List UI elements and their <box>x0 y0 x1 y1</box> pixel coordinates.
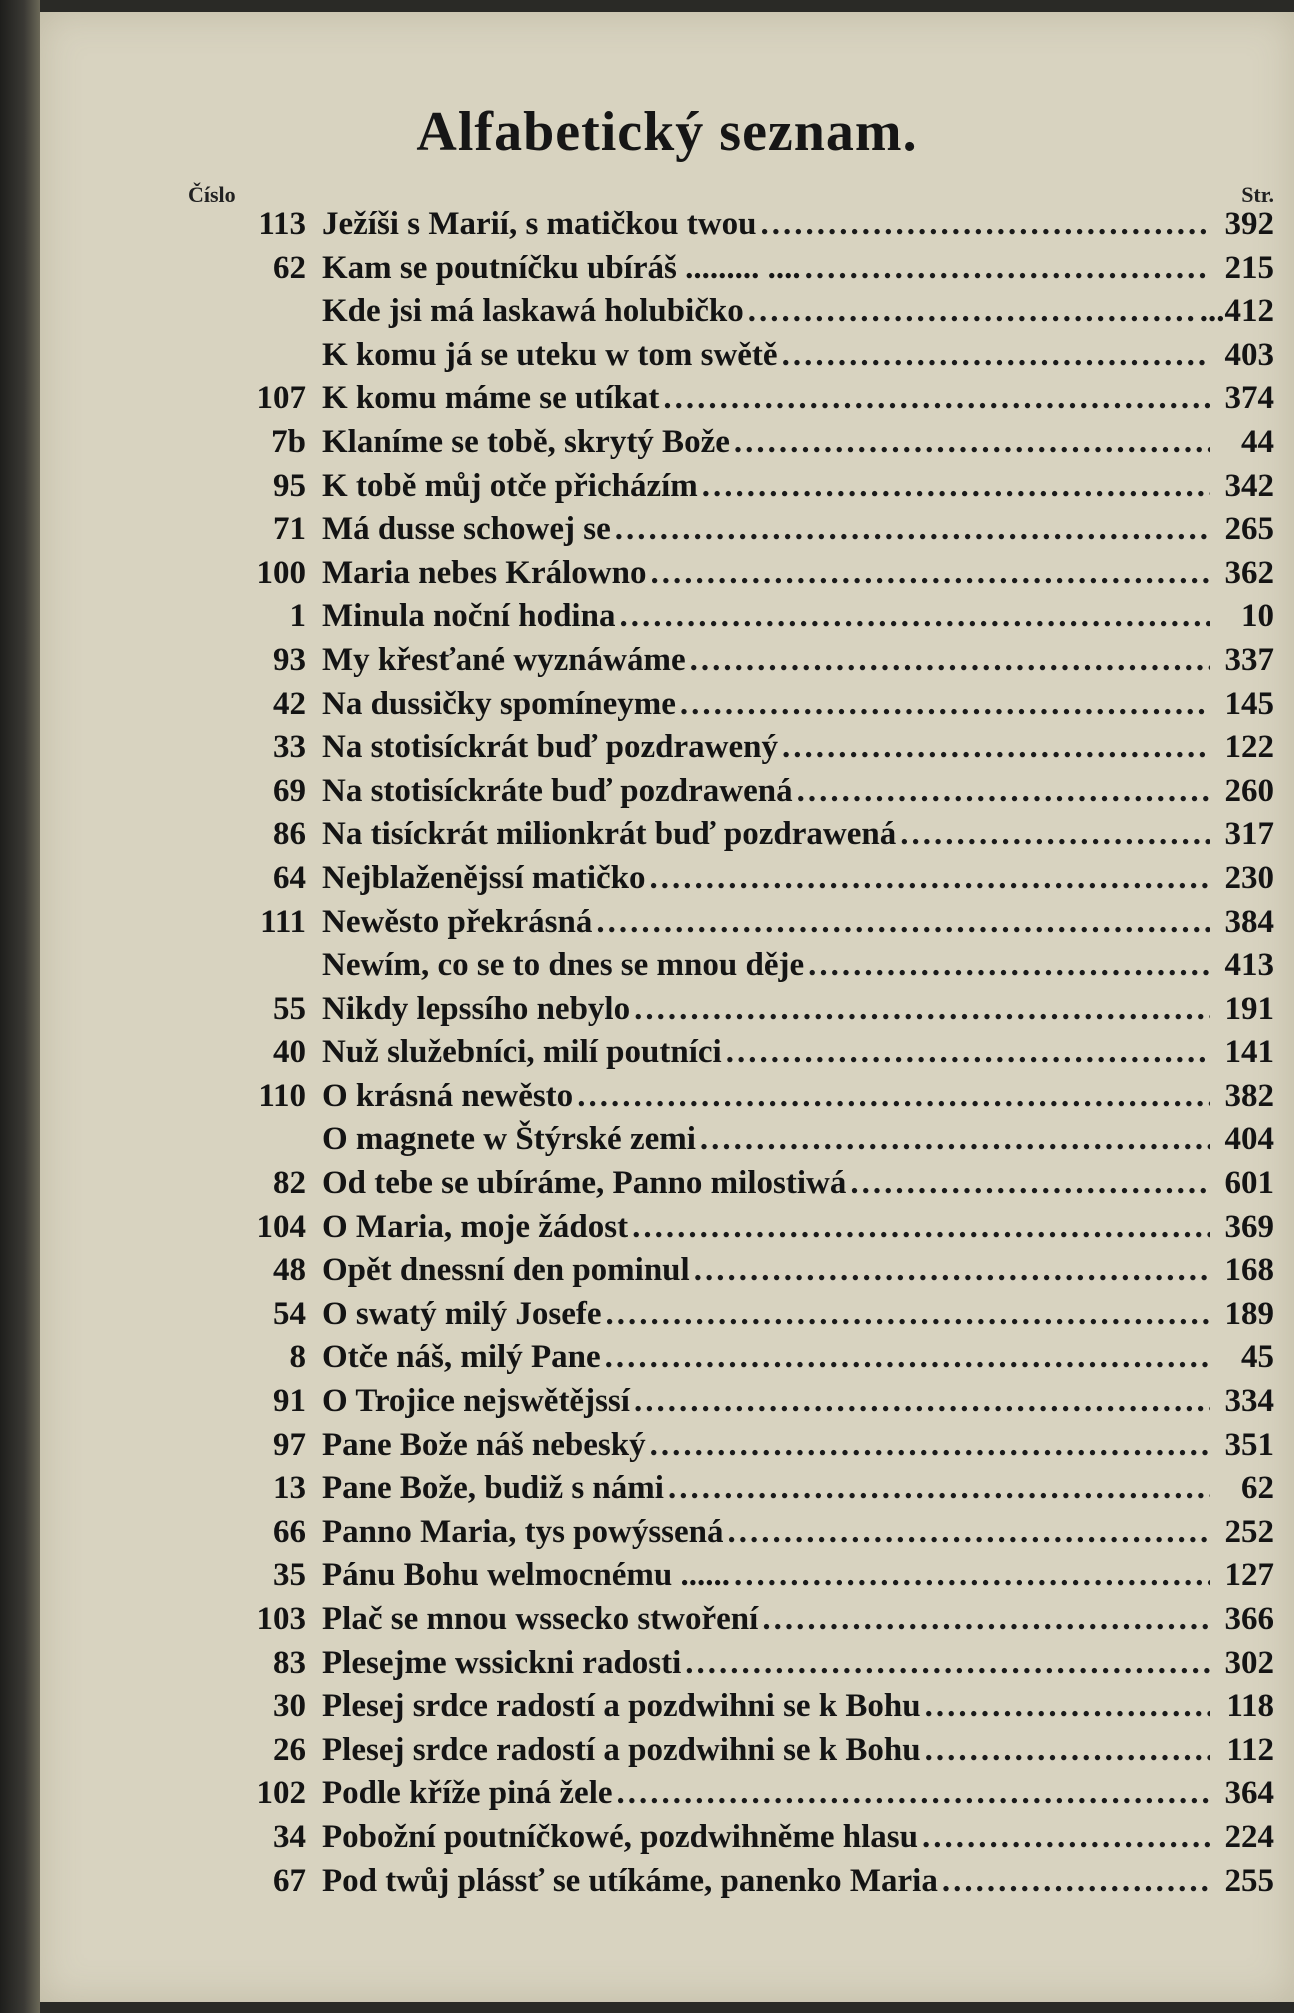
entry-number: 30 <box>273 1688 306 1725</box>
dot-leader <box>760 206 1210 243</box>
dot-leader <box>685 1645 1210 1682</box>
entry-page-number: 122 <box>1224 729 1274 766</box>
entry-number: 26 <box>273 1731 306 1768</box>
entry-page-number: 382 <box>1224 1077 1274 1114</box>
entry-title: Newěsto překrásná <box>322 903 593 940</box>
index-entry <box>170 1819 1274 1863</box>
dot-leader <box>577 1078 1210 1115</box>
dot-leader <box>605 1339 1210 1376</box>
dot-leader <box>726 1034 1210 1071</box>
index-entry <box>170 293 1274 337</box>
entry-page-number: 252 <box>1224 1513 1274 1550</box>
entry-title: Pane Bože, budiž s námi <box>322 1470 664 1507</box>
entry-page-number: 404 <box>1224 1121 1274 1158</box>
entry-title: K tobě můj otče přicházím <box>322 467 698 504</box>
entry-page-number: 118 <box>1226 1688 1274 1725</box>
entry-page-number: 189 <box>1224 1295 1274 1332</box>
entry-page-number: 45 <box>1241 1339 1274 1376</box>
dot-leader <box>596 904 1210 941</box>
entry-page-number: 260 <box>1224 772 1274 809</box>
entry-page-number: 141 <box>1224 1034 1274 1071</box>
entry-number: 8 <box>289 1339 306 1376</box>
index-entry <box>170 555 1274 599</box>
index-entry <box>170 1863 1274 1907</box>
entry-title: Plesejme wssickni radosti <box>322 1644 682 1681</box>
index-entry <box>170 816 1274 860</box>
entry-page-number: 392 <box>1224 206 1274 242</box>
entry-number: 33 <box>273 729 306 766</box>
entry-title: Klaníme se tobě, skrytý Bože <box>322 423 730 460</box>
dot-leader <box>694 1252 1210 1289</box>
index-entry <box>170 947 1274 991</box>
entry-number: 1 <box>289 598 306 635</box>
entry-number: 86 <box>273 816 306 853</box>
dot-leader <box>690 642 1210 679</box>
entry-title: Kam se poutníčku ubíráš ......... .... <box>322 249 801 286</box>
index-entry <box>170 1121 1274 1165</box>
dot-leader <box>728 1514 1210 1551</box>
index-entry <box>170 1470 1274 1514</box>
entry-number: 102 <box>256 1775 306 1812</box>
entry-page-number: 403 <box>1224 336 1274 373</box>
entry-page-number: 168 <box>1224 1252 1274 1289</box>
entry-number: 54 <box>273 1295 306 1332</box>
entry-page-number: 265 <box>1224 511 1274 548</box>
entry-title: Od tebe se ubíráme, Panno milostiwá <box>322 1165 847 1202</box>
entry-number: 64 <box>273 859 306 896</box>
entry-number: 95 <box>273 467 306 504</box>
entry-page-number: 362 <box>1224 554 1274 591</box>
dot-leader <box>634 991 1210 1028</box>
entry-number: 69 <box>273 772 306 809</box>
index-entry <box>170 250 1274 294</box>
dot-leader <box>668 1470 1210 1507</box>
entry-number: 48 <box>273 1252 306 1289</box>
index-entry <box>170 1383 1274 1427</box>
entry-title: Otče náš, milý Pane <box>322 1339 601 1376</box>
entry-title: Newím, co se to dnes se mnou děje <box>322 947 805 984</box>
entry-title: Na tisíckrát milionkrát buď pozdrawená <box>322 816 897 853</box>
entry-number: 35 <box>273 1557 306 1594</box>
entry-title: O krásná newěsto <box>322 1077 574 1114</box>
entry-title: Má dusse schowej se <box>322 511 611 548</box>
dot-leader <box>748 293 1196 330</box>
index-entry <box>170 642 1274 686</box>
entry-title: My křesťané wyznáwáme <box>322 641 686 678</box>
index-entry <box>170 1339 1274 1383</box>
dot-leader <box>942 1863 1210 1900</box>
entry-number: 110 <box>258 1077 306 1114</box>
entry-number: 66 <box>273 1513 306 1550</box>
entry-title: Na stotisíckráte buď pozdrawená <box>322 772 793 809</box>
entry-number: 107 <box>256 380 306 417</box>
entry-page-number: 317 <box>1224 816 1274 853</box>
entry-number: 111 <box>260 903 306 940</box>
entry-page-number: 127 <box>1224 1557 1274 1594</box>
entry-page-number: 374 <box>1224 380 1274 417</box>
dot-leader <box>734 1557 1210 1594</box>
entry-title: Nejblaženějssí matičko <box>322 859 646 896</box>
dot-leader <box>680 686 1210 723</box>
entry-title: O magnete w Štýrské zemi <box>322 1121 696 1158</box>
index-entry <box>170 380 1274 424</box>
entry-page-number: 191 <box>1224 990 1274 1027</box>
dot-leader <box>606 1296 1210 1333</box>
entry-page-number: 224 <box>1224 1818 1274 1855</box>
dot-leader <box>925 1688 1210 1725</box>
entry-title: Plesej srdce radostí a pozdwihni se k Bohu <box>322 1731 921 1768</box>
entry-page-number: 334 <box>1224 1383 1274 1420</box>
entry-number: 34 <box>273 1818 306 1855</box>
index-entry <box>170 337 1274 381</box>
index-entry <box>170 598 1274 642</box>
index-entry <box>170 1252 1274 1296</box>
entry-number: 40 <box>273 1034 306 1071</box>
entry-title: O Maria, moje žádost <box>322 1208 629 1245</box>
entry-title: Pánu Bohu welmocnému ...... <box>322 1557 730 1594</box>
book-page <box>40 12 1294 2002</box>
entry-number: 93 <box>273 641 306 678</box>
column-header-page: Str. <box>1241 182 1274 207</box>
dot-leader <box>615 511 1210 548</box>
entry-title: Ježíši s Marií, s matičkou twou <box>322 206 757 242</box>
dot-leader <box>702 468 1210 505</box>
index-entry <box>170 424 1274 468</box>
index-entry <box>170 1514 1274 1558</box>
entry-page-number: 384 <box>1224 903 1274 940</box>
dot-leader <box>762 1601 1210 1638</box>
index-entry <box>170 1296 1274 1340</box>
index-entry <box>170 1645 1274 1689</box>
dot-leader <box>619 598 1210 635</box>
entry-title: Panno Maria, tys powýssená <box>322 1513 724 1550</box>
entry-title: K komu já se uteku w tom swětě <box>322 336 778 373</box>
index-entry <box>170 1775 1274 1819</box>
index-entry <box>170 511 1274 555</box>
dot-leader <box>922 1819 1210 1856</box>
dot-leader <box>617 1775 1210 1812</box>
entry-title: Pobožní poutníčkowé, pozdwihněme hlasu <box>322 1818 918 1855</box>
entry-title: Nuž služebníci, milí poutníci <box>322 1034 722 1071</box>
index-entry <box>170 904 1274 948</box>
page-title: Alfabetický seznam. <box>416 101 918 163</box>
book-spine <box>0 0 40 2013</box>
entry-page-number: 366 <box>1224 1601 1274 1637</box>
entry-title: Plesej srdce radostí a pozdwihni se k Bohu <box>322 1688 921 1725</box>
entry-number: 82 <box>273 1165 306 1202</box>
entry-page-number: 215 <box>1224 249 1274 286</box>
entry-number: 97 <box>273 1426 306 1463</box>
index-entry <box>170 686 1274 730</box>
entry-number: 42 <box>273 685 306 722</box>
entry-page-number: 10 <box>1241 598 1274 635</box>
dot-leader <box>650 860 1210 897</box>
entry-page-number: 601 <box>1224 1165 1274 1202</box>
index-entry <box>170 1732 1274 1776</box>
entry-page-number: 337 <box>1224 641 1274 678</box>
dot-leader <box>632 1209 1210 1246</box>
dot-leader <box>850 1165 1210 1202</box>
entry-title: Kde jsi má laskawá holubičko <box>322 293 744 330</box>
entry-number: 113 <box>258 206 306 242</box>
entry-page-number: 342 <box>1224 467 1274 504</box>
dot-leader <box>734 424 1210 461</box>
entry-page-number: 145 <box>1224 685 1274 722</box>
entry-page-number: 369 <box>1224 1208 1274 1245</box>
entry-page-number: 112 <box>1226 1731 1274 1768</box>
entry-title: Pane Bože náš nebeský <box>322 1426 646 1463</box>
entry-page-number: 62 <box>1241 1470 1274 1507</box>
index-entry <box>170 1165 1274 1209</box>
index-entry <box>170 729 1274 773</box>
entry-title: Podle kříže piná žele <box>322 1775 613 1812</box>
dot-leader <box>650 555 1210 592</box>
index-entry <box>170 1034 1274 1078</box>
entry-title: Maria nebes Králowno <box>322 554 647 591</box>
entry-number: 55 <box>273 990 306 1027</box>
entry-number: 103 <box>256 1601 306 1637</box>
entry-title: Na stotisíckrát buď pozdrawený <box>322 729 778 766</box>
dot-leader <box>925 1732 1210 1769</box>
dot-leader <box>700 1121 1210 1158</box>
dot-leader <box>782 337 1210 374</box>
index-entry <box>170 1688 1274 1732</box>
entry-page-number: 351 <box>1224 1426 1274 1463</box>
entry-number: 67 <box>273 1862 306 1899</box>
entry-page-number: 230 <box>1224 859 1274 896</box>
entry-title: O swatý milý Josefe <box>322 1295 602 1332</box>
index-entry <box>170 1601 1274 1645</box>
entry-number: 13 <box>273 1470 306 1507</box>
entry-number: 104 <box>256 1208 306 1245</box>
index-entry <box>170 468 1274 512</box>
index-entry <box>170 1078 1274 1122</box>
entry-title: K komu máme se utíkat <box>322 380 660 417</box>
entry-page-number: 364 <box>1224 1775 1274 1812</box>
entry-title: O Trojice nejswětějssí <box>322 1383 630 1420</box>
index-entry <box>170 206 1274 250</box>
dot-leader <box>805 250 1210 287</box>
entry-number: 7b <box>271 423 306 460</box>
dot-leader <box>650 1427 1210 1464</box>
dot-leader <box>663 380 1210 417</box>
entry-title: Opět dnessní den pominul <box>322 1252 690 1289</box>
column-header-number: Číslo <box>188 182 236 207</box>
entry-title: Pod twůj plássť se utíkáme, panenko Maria <box>322 1862 938 1899</box>
dot-leader <box>808 947 1210 984</box>
entry-page-number: ...412 <box>1199 293 1274 330</box>
dot-leader <box>782 729 1210 766</box>
index-entry <box>170 1209 1274 1253</box>
entry-title: Na dussičky spomíneyme <box>322 685 676 722</box>
entry-page-number: 302 <box>1224 1644 1274 1681</box>
entry-page-number: 413 <box>1224 947 1274 984</box>
index-entry <box>170 991 1274 1035</box>
index-entry <box>170 1557 1274 1601</box>
entry-number: 71 <box>273 511 306 548</box>
entry-title: Nikdy lepssího nebylo <box>322 990 631 1027</box>
entry-number: 91 <box>273 1383 306 1420</box>
entry-title: Minula noční hodina <box>322 598 616 635</box>
entry-number: 62 <box>273 249 306 286</box>
dot-leader <box>797 773 1210 810</box>
index-entry <box>170 773 1274 817</box>
entry-title: Plač se mnou wssecko stwoření <box>322 1601 759 1637</box>
entry-number: 100 <box>256 554 306 591</box>
entry-number: 83 <box>273 1644 306 1681</box>
entry-page-number: 255 <box>1224 1862 1274 1899</box>
index-entry <box>170 1427 1274 1471</box>
index-list <box>170 206 1274 1906</box>
entry-page-number: 44 <box>1241 423 1274 460</box>
index-entry <box>170 860 1274 904</box>
dot-leader <box>900 816 1210 853</box>
dot-leader <box>634 1383 1210 1420</box>
